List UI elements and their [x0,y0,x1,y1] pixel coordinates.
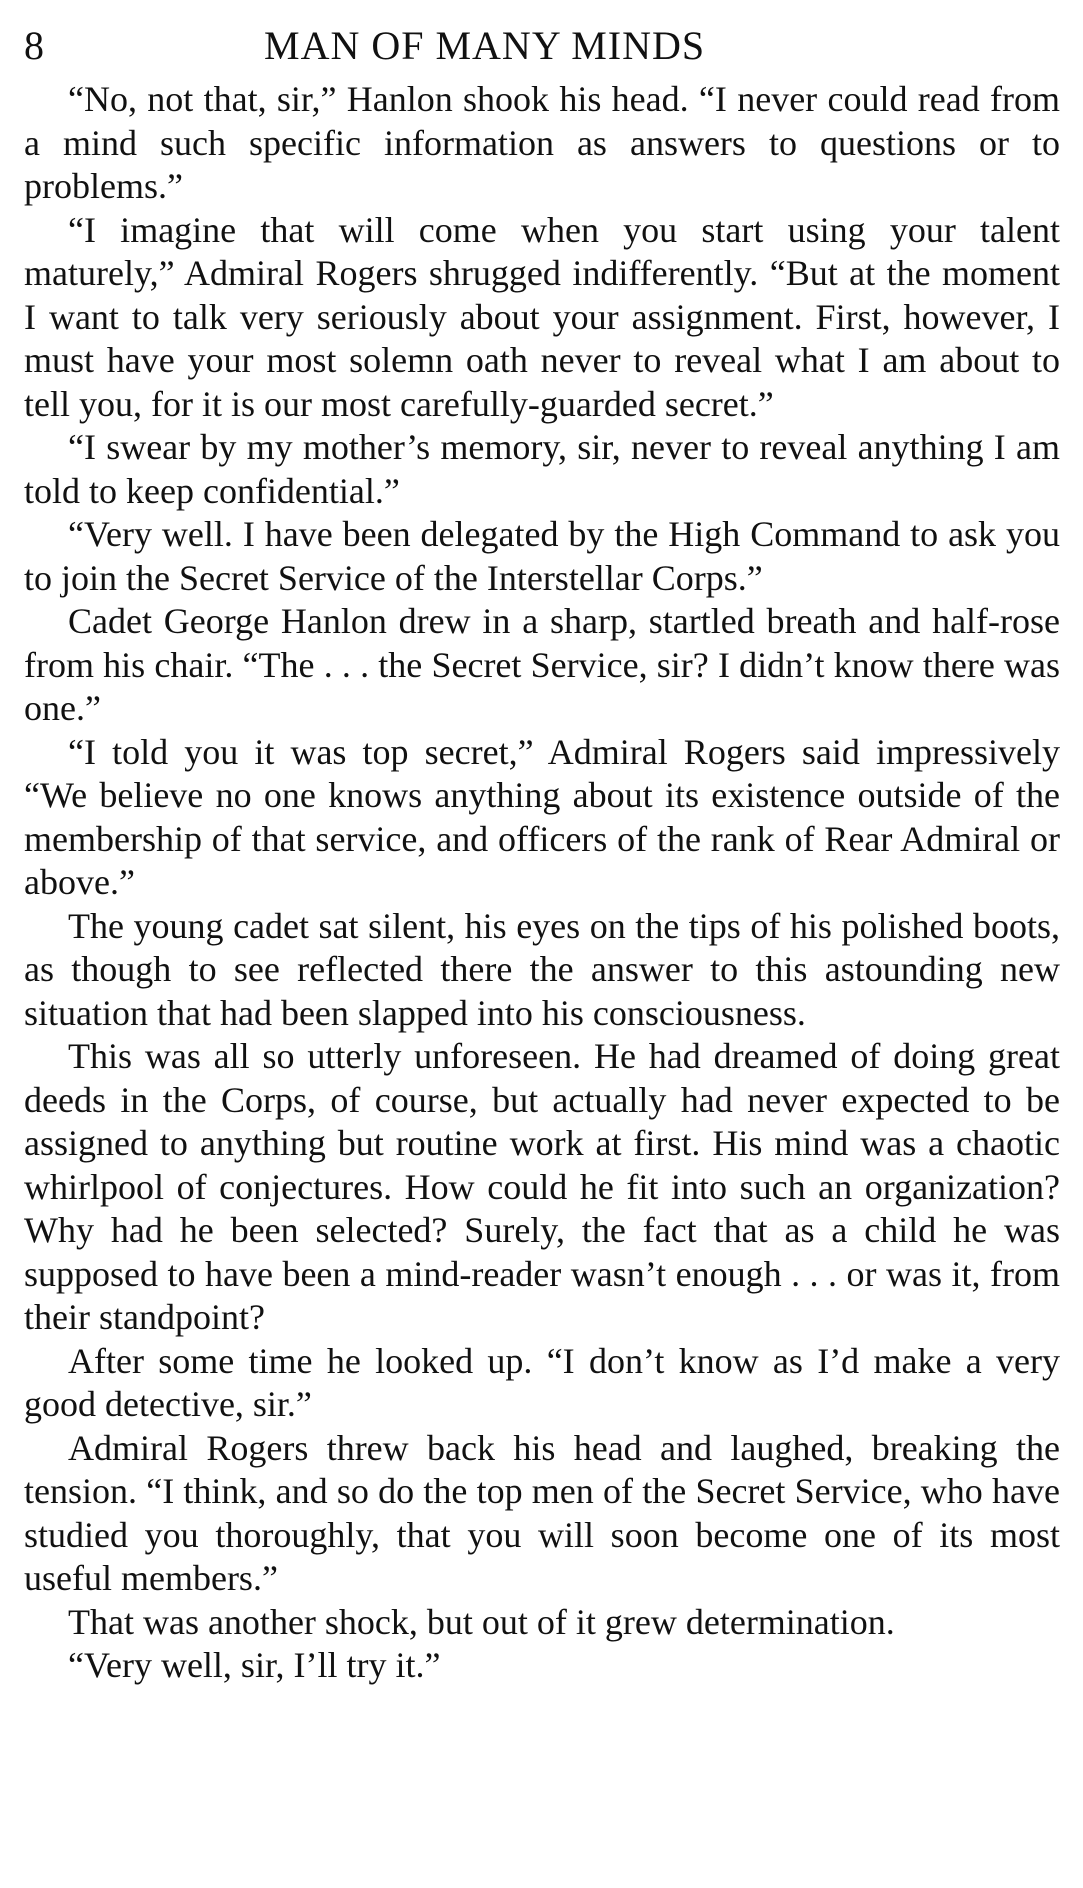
paragraph: “I swear by my mother’s memory, sir, never to reveal anything I am told to keep confidential.” [24,427,1060,511]
book-page [24,14,1060,1688]
paragraph: “I imagine that will come when you start using your talent maturely,” Admiral Rogers shrugged indifferently. “But at the moment I want to talk very seriously about your assignment. First, however, I must have your most solemn oath never to reveal what I am about to tell you, for it is our most carefully-guarded secret.” [24,209,1060,424]
paragraph: This was all so utterly unforeseen. He had dreamed of doing great deeds in the Corps, of course, but actually had never expected to be assigned to anything but routine work at first. His mind was a chaotic whirlpool of conjectures. How could he fit into such an organization? Why had he been selected? Surely, the fact that as a child he was supposed to have been a mind-reader wasn’t enough . . . or was it, from their standpoint? [24,1036,1060,1337]
paragraph: “I told you it was top secret,” Admiral Rogers said impressively “We believe no one knows anything about its existence outside of the membership of that service, and officers of the rank of Rear Admiral or above.” [24,731,1060,902]
paragraph: After some time he looked up. “I don’t know as I’d make a very good detective, sir.” [24,1340,1060,1424]
page-number: 8 [24,23,45,68]
paragraph: “No, not that, sir,” Hanlon shook his head. “I never could read from a mind such specific information as answers to questions or to problems.” [24,79,1060,206]
paragraph: Admiral Rogers threw back his head and laughed, breaking the tension. “I think, and so do the top men of the Secret Service, who have studied you thoroughly, that you will soon become one of its most useful members.” [24,1427,1060,1598]
paragraph: That was another shock, but out of it grew determination. [68,1601,895,1642]
paragraph: “Very well, sir, I’ll try it.” [68,1645,441,1685]
running-title: MAN OF MANY MINDS [264,23,706,68]
body-text [24,78,1060,1688]
paragraph: “Very well. I have been delegated by the High Command to ask you to join the Secret Service of the Interstellar Corps.” [24,514,1060,598]
paragraph: Cadet George Hanlon drew in a sharp, startled breath and half-rose from his chair. “The . . . the Secret Service, sir? I didn’t know there was one.” [24,601,1060,728]
paragraph: The young cadet sat silent, his eyes on the tips of his polished boots, as though to see reflected there the answer to this astounding new situation that had been slapped into his consciousness. [24,905,1060,1033]
page-header [24,14,1060,78]
